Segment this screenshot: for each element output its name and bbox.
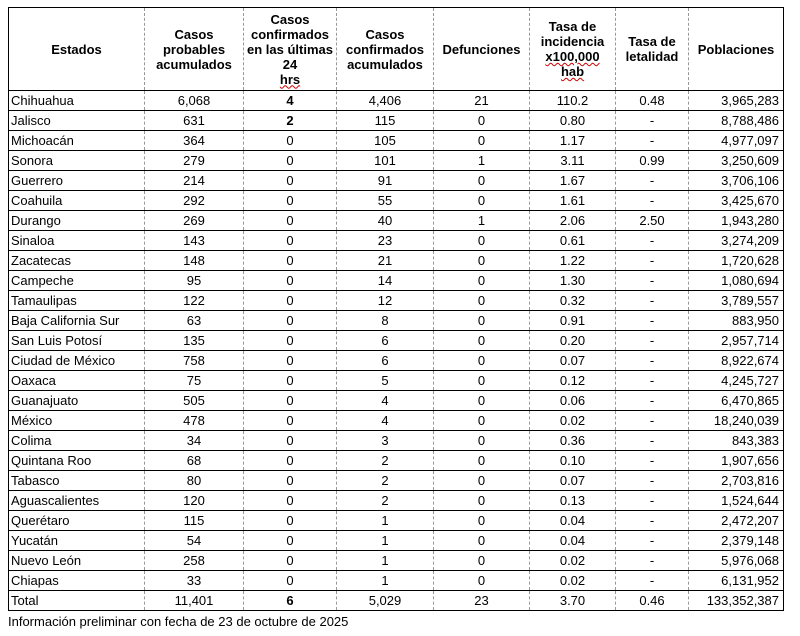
table-row xyxy=(9,291,784,311)
cell-confirmados-24h: 0 xyxy=(244,471,337,491)
cell-tasa-letalidad: - xyxy=(616,191,689,211)
cell-probables: 631 xyxy=(145,111,244,131)
cell-probables: 758 xyxy=(145,351,244,371)
cell-confirmados-acumulados: 2 xyxy=(337,491,434,511)
cell-confirmados-24h: 0 xyxy=(244,151,337,171)
cell-tasa-incidencia: 0.04 xyxy=(530,531,616,551)
cell-tasa-incidencia: 0.04 xyxy=(530,511,616,531)
cell-probables: 33 xyxy=(145,571,244,591)
cell-defunciones: 0 xyxy=(434,531,530,551)
cell-poblacion: 4,977,097 xyxy=(689,131,784,151)
cell-defunciones: 0 xyxy=(434,191,530,211)
cell-probables: 478 xyxy=(145,411,244,431)
cell-confirmados-24h: 0 xyxy=(244,491,337,511)
cell-probables: 54 xyxy=(145,531,244,551)
cell-confirmados-24h: 0 xyxy=(244,331,337,351)
cell-estado: San Luis Potosí xyxy=(9,331,145,351)
header-text: Casos confirmados en las últimas 24 xyxy=(247,11,333,72)
cell-defunciones: 0 xyxy=(434,551,530,571)
cell-defunciones: 0 xyxy=(434,471,530,491)
cell-estado: Campeche xyxy=(9,271,145,291)
header-text: hab xyxy=(560,64,585,79)
total-row xyxy=(9,591,784,611)
cell-tasa-letalidad: - xyxy=(616,411,689,431)
cell-estado: Colima xyxy=(9,431,145,451)
cell-confirmados-24h: 0 xyxy=(244,571,337,591)
cell-confirmados-acumulados: 1 xyxy=(337,511,434,531)
cell-poblacion: 3,706,106 xyxy=(689,171,784,191)
cell-tasa-letalidad: - xyxy=(616,451,689,471)
cell-tasa-incidencia: 0.13 xyxy=(530,491,616,511)
cell-probables: 258 xyxy=(145,551,244,571)
table-row xyxy=(9,571,784,591)
cell-defunciones: 0 xyxy=(434,491,530,511)
cell-tasa-incidencia: 0.80 xyxy=(530,111,616,131)
cell-tasa-incidencia: 0.20 xyxy=(530,331,616,351)
cell-poblacion: 2,957,714 xyxy=(689,331,784,351)
cell-confirmados-acumulados: 2 xyxy=(337,471,434,491)
cell-confirmados-acumulados: 91 xyxy=(337,171,434,191)
cell-tasa-letalidad: 0.99 xyxy=(616,151,689,171)
table-row xyxy=(9,331,784,351)
cell-confirmados-24h: 0 xyxy=(244,171,337,191)
cell-confirmados-24h: 0 xyxy=(244,511,337,531)
cell-defunciones: 0 xyxy=(434,571,530,591)
cell-estado: Baja California Sur xyxy=(9,311,145,331)
table-row xyxy=(9,531,784,551)
table-row xyxy=(9,191,784,211)
cell-estado: Sonora xyxy=(9,151,145,171)
cell-tasa-incidencia: 1.61 xyxy=(530,191,616,211)
cell-poblacion: 1,524,644 xyxy=(689,491,784,511)
cell-confirmados-acumulados: 115 xyxy=(337,111,434,131)
cell-tasa-incidencia: 110.2 xyxy=(530,91,616,111)
cell-probables: 148 xyxy=(145,251,244,271)
cell-confirmados-24h: 4 xyxy=(244,91,337,111)
cell-estado: Chihuahua xyxy=(9,91,145,111)
table-row xyxy=(9,231,784,251)
cell-probables: 75 xyxy=(145,371,244,391)
cell-tasa-incidencia: 0.32 xyxy=(530,291,616,311)
cell-defunciones: 21 xyxy=(434,91,530,111)
cell-estado: Total xyxy=(9,591,145,611)
cell-confirmados-acumulados: 1 xyxy=(337,551,434,571)
cell-estado: Jalisco xyxy=(9,111,145,131)
cell-estado: Oaxaca xyxy=(9,371,145,391)
cell-tasa-incidencia: 0.02 xyxy=(530,571,616,591)
cell-defunciones: 0 xyxy=(434,311,530,331)
table-row xyxy=(9,431,784,451)
cell-defunciones: 0 xyxy=(434,391,530,411)
cell-poblacion: 1,080,694 xyxy=(689,271,784,291)
cell-probables: 214 xyxy=(145,171,244,191)
cell-poblacion: 1,907,656 xyxy=(689,451,784,471)
table-row xyxy=(9,251,784,271)
cell-estado: Nuevo León xyxy=(9,551,145,571)
cell-poblacion: 3,274,209 xyxy=(689,231,784,251)
cell-confirmados-acumulados: 5 xyxy=(337,371,434,391)
cell-poblacion: 3,250,609 xyxy=(689,151,784,171)
cell-tasa-incidencia: 0.07 xyxy=(530,351,616,371)
table-row xyxy=(9,271,784,291)
cell-probables: 95 xyxy=(145,271,244,291)
table-row xyxy=(9,371,784,391)
cell-probables: 122 xyxy=(145,291,244,311)
cell-tasa-incidencia: 0.36 xyxy=(530,431,616,451)
table-row xyxy=(9,491,784,511)
cell-confirmados-acumulados: 1 xyxy=(337,531,434,551)
cell-tasa-letalidad: - xyxy=(616,531,689,551)
cell-tasa-letalidad: - xyxy=(616,171,689,191)
cell-defunciones: 0 xyxy=(434,291,530,311)
cell-defunciones: 0 xyxy=(434,351,530,371)
cell-estado: Guerrero xyxy=(9,171,145,191)
cell-confirmados-acumulados: 1 xyxy=(337,571,434,591)
cell-poblacion: 8,788,486 xyxy=(689,111,784,131)
cell-tasa-letalidad: - xyxy=(616,111,689,131)
cell-confirmados-24h: 0 xyxy=(244,431,337,451)
table-row xyxy=(9,451,784,471)
cell-estado: Querétaro xyxy=(9,511,145,531)
cell-tasa-letalidad: - xyxy=(616,571,689,591)
cell-tasa-letalidad: - xyxy=(616,471,689,491)
cell-tasa-letalidad: - xyxy=(616,551,689,571)
cell-tasa-letalidad: 2.50 xyxy=(616,211,689,231)
header-confirmados-24h xyxy=(244,8,337,91)
cell-poblacion: 1,943,280 xyxy=(689,211,784,231)
cell-confirmados-24h: 0 xyxy=(244,271,337,291)
cell-defunciones: 0 xyxy=(434,111,530,131)
table-row xyxy=(9,551,784,571)
table-row xyxy=(9,311,784,331)
header-estados: Estados xyxy=(9,8,145,91)
cell-confirmados-24h: 0 xyxy=(244,291,337,311)
cell-probables: 135 xyxy=(145,331,244,351)
cell-confirmados-acumulados: 21 xyxy=(337,251,434,271)
cell-confirmados-24h: 0 xyxy=(244,551,337,571)
table-row xyxy=(9,511,784,531)
cell-probables: 34 xyxy=(145,431,244,451)
cell-tasa-incidencia: 1.22 xyxy=(530,251,616,271)
cell-defunciones: 1 xyxy=(434,151,530,171)
cell-poblacion: 2,379,148 xyxy=(689,531,784,551)
cell-confirmados-acumulados: 23 xyxy=(337,231,434,251)
cell-probables: 115 xyxy=(145,511,244,531)
cell-defunciones: 0 xyxy=(434,131,530,151)
cell-estado: Michoacán xyxy=(9,131,145,151)
cell-tasa-incidencia: 0.02 xyxy=(530,551,616,571)
cell-defunciones: 0 xyxy=(434,271,530,291)
cell-confirmados-24h: 2 xyxy=(244,111,337,131)
cell-defunciones: 0 xyxy=(434,371,530,391)
cell-confirmados-acumulados: 105 xyxy=(337,131,434,151)
cell-defunciones: 23 xyxy=(434,591,530,611)
cell-defunciones: 0 xyxy=(434,251,530,271)
table-row xyxy=(9,411,784,431)
cell-tasa-letalidad: - xyxy=(616,271,689,291)
cell-estado: Guanajuato xyxy=(9,391,145,411)
cell-probables: 80 xyxy=(145,471,244,491)
cell-defunciones: 1 xyxy=(434,211,530,231)
cell-tasa-incidencia: 3.11 xyxy=(530,151,616,171)
cell-defunciones: 0 xyxy=(434,231,530,251)
cell-tasa-incidencia: 3.70 xyxy=(530,591,616,611)
cell-tasa-letalidad: 0.48 xyxy=(616,91,689,111)
cell-confirmados-acumulados: 55 xyxy=(337,191,434,211)
cell-defunciones: 0 xyxy=(434,451,530,471)
cell-probables: 292 xyxy=(145,191,244,211)
cell-poblacion: 3,965,283 xyxy=(689,91,784,111)
cell-tasa-letalidad: - xyxy=(616,511,689,531)
cell-estado: México xyxy=(9,411,145,431)
cell-tasa-letalidad: - xyxy=(616,351,689,371)
cell-tasa-letalidad: - xyxy=(616,391,689,411)
cell-confirmados-acumulados: 14 xyxy=(337,271,434,291)
header-poblaciones: Poblaciones xyxy=(689,8,784,91)
cell-confirmados-24h: 0 xyxy=(244,311,337,331)
cell-confirmados-24h: 0 xyxy=(244,451,337,471)
cell-confirmados-acumulados: 40 xyxy=(337,211,434,231)
cell-confirmados-24h: 0 xyxy=(244,371,337,391)
table-row xyxy=(9,391,784,411)
table-row xyxy=(9,111,784,131)
cell-tasa-incidencia: 0.02 xyxy=(530,411,616,431)
cell-poblacion: 4,245,727 xyxy=(689,371,784,391)
header-text: hrs xyxy=(279,71,301,87)
cell-poblacion: 18,240,039 xyxy=(689,411,784,431)
cell-confirmados-24h: 0 xyxy=(244,531,337,551)
cell-confirmados-acumulados: 101 xyxy=(337,151,434,171)
cell-poblacion: 6,470,865 xyxy=(689,391,784,411)
cell-poblacion: 3,425,670 xyxy=(689,191,784,211)
cell-probables: 120 xyxy=(145,491,244,511)
cell-confirmados-acumulados: 5,029 xyxy=(337,591,434,611)
cell-poblacion: 3,789,557 xyxy=(689,291,784,311)
cell-confirmados-24h: 0 xyxy=(244,231,337,251)
cell-confirmados-24h: 0 xyxy=(244,131,337,151)
cell-tasa-incidencia: 0.06 xyxy=(530,391,616,411)
cell-probables: 364 xyxy=(145,131,244,151)
cell-tasa-letalidad: - xyxy=(616,251,689,271)
cell-tasa-incidencia: 0.61 xyxy=(530,231,616,251)
cases-table xyxy=(8,7,784,611)
cell-probables: 269 xyxy=(145,211,244,231)
cell-defunciones: 0 xyxy=(434,431,530,451)
cell-tasa-incidencia: 0.10 xyxy=(530,451,616,471)
cell-confirmados-acumulados: 6 xyxy=(337,351,434,371)
cell-confirmados-24h: 0 xyxy=(244,251,337,271)
table-row xyxy=(9,171,784,191)
cell-tasa-incidencia: 1.67 xyxy=(530,171,616,191)
cell-confirmados-24h: 0 xyxy=(244,211,337,231)
cell-tasa-letalidad: 0.46 xyxy=(616,591,689,611)
cell-defunciones: 0 xyxy=(434,331,530,351)
cell-poblacion: 5,976,068 xyxy=(689,551,784,571)
cell-confirmados-acumulados: 8 xyxy=(337,311,434,331)
cell-poblacion: 6,131,952 xyxy=(689,571,784,591)
cell-confirmados-acumulados: 6 xyxy=(337,331,434,351)
cell-probables: 143 xyxy=(145,231,244,251)
cell-poblacion: 2,472,207 xyxy=(689,511,784,531)
cell-poblacion: 2,703,816 xyxy=(689,471,784,491)
table-row xyxy=(9,471,784,491)
cell-tasa-incidencia: 0.12 xyxy=(530,371,616,391)
cell-confirmados-acumulados: 2 xyxy=(337,451,434,471)
cell-estado: Coahuila xyxy=(9,191,145,211)
cell-probables: 68 xyxy=(145,451,244,471)
cell-tasa-letalidad: - xyxy=(616,491,689,511)
cell-probables: 6,068 xyxy=(145,91,244,111)
header-text: Tasa de incidencia xyxy=(540,19,605,49)
cell-estado: Zacatecas xyxy=(9,251,145,271)
cell-poblacion: 133,352,387 xyxy=(689,591,784,611)
cell-confirmados-24h: 0 xyxy=(244,191,337,211)
cell-estado: Durango xyxy=(9,211,145,231)
table-row xyxy=(9,131,784,151)
cell-confirmados-acumulados: 4 xyxy=(337,411,434,431)
table-row xyxy=(9,211,784,231)
cell-confirmados-acumulados: 12 xyxy=(337,291,434,311)
cell-poblacion: 883,950 xyxy=(689,311,784,331)
cell-tasa-incidencia: 2.06 xyxy=(530,211,616,231)
cell-confirmados-acumulados: 4,406 xyxy=(337,91,434,111)
header-defunciones: Defunciones xyxy=(434,8,530,91)
cell-tasa-letalidad: - xyxy=(616,371,689,391)
cell-estado: Ciudad de México xyxy=(9,351,145,371)
table-row xyxy=(9,91,784,111)
table-row xyxy=(9,151,784,171)
cell-confirmados-24h: 6 xyxy=(244,591,337,611)
cell-estado: Aguascalientes xyxy=(9,491,145,511)
cell-tasa-letalidad: - xyxy=(616,331,689,351)
cell-poblacion: 843,383 xyxy=(689,431,784,451)
header-tasa-incidencia xyxy=(530,8,616,91)
cell-confirmados-24h: 0 xyxy=(244,411,337,431)
cell-poblacion: 1,720,628 xyxy=(689,251,784,271)
header-confirmados-acumulados: Casos confirmados acumulados xyxy=(337,8,434,91)
cell-confirmados-acumulados: 4 xyxy=(337,391,434,411)
cell-confirmados-24h: 0 xyxy=(244,391,337,411)
cell-poblacion: 8,922,674 xyxy=(689,351,784,371)
cell-tasa-letalidad: - xyxy=(616,291,689,311)
cell-defunciones: 0 xyxy=(434,171,530,191)
table-row xyxy=(9,351,784,371)
cell-estado: Sinaloa xyxy=(9,231,145,251)
header-text: x100,000 xyxy=(545,49,600,64)
cell-estado: Tamaulipas xyxy=(9,291,145,311)
cell-estado: Chiapas xyxy=(9,571,145,591)
cell-tasa-incidencia: 1.17 xyxy=(530,131,616,151)
cell-estado: Tabasco xyxy=(9,471,145,491)
header-casos-probables: Casos probables acumulados xyxy=(145,8,244,91)
cell-estado: Quintana Roo xyxy=(9,451,145,471)
footnote: Información preliminar con fecha de 23 de octubre de 2025 xyxy=(8,614,349,629)
cell-probables: 279 xyxy=(145,151,244,171)
cell-tasa-incidencia: 0.91 xyxy=(530,311,616,331)
cell-probables: 63 xyxy=(145,311,244,331)
cell-confirmados-acumulados: 3 xyxy=(337,431,434,451)
cell-tasa-letalidad: - xyxy=(616,231,689,251)
cell-tasa-letalidad: - xyxy=(616,431,689,451)
cell-probables: 11,401 xyxy=(145,591,244,611)
cell-confirmados-24h: 0 xyxy=(244,351,337,371)
cell-tasa-letalidad: - xyxy=(616,311,689,331)
cell-defunciones: 0 xyxy=(434,511,530,531)
cell-tasa-incidencia: 0.07 xyxy=(530,471,616,491)
header-row xyxy=(9,8,784,91)
cell-tasa-letalidad: - xyxy=(616,131,689,151)
cell-estado: Yucatán xyxy=(9,531,145,551)
cell-defunciones: 0 xyxy=(434,411,530,431)
header-tasa-letalidad: Tasa de letalidad xyxy=(616,8,689,91)
cell-tasa-incidencia: 1.30 xyxy=(530,271,616,291)
cell-probables: 505 xyxy=(145,391,244,411)
